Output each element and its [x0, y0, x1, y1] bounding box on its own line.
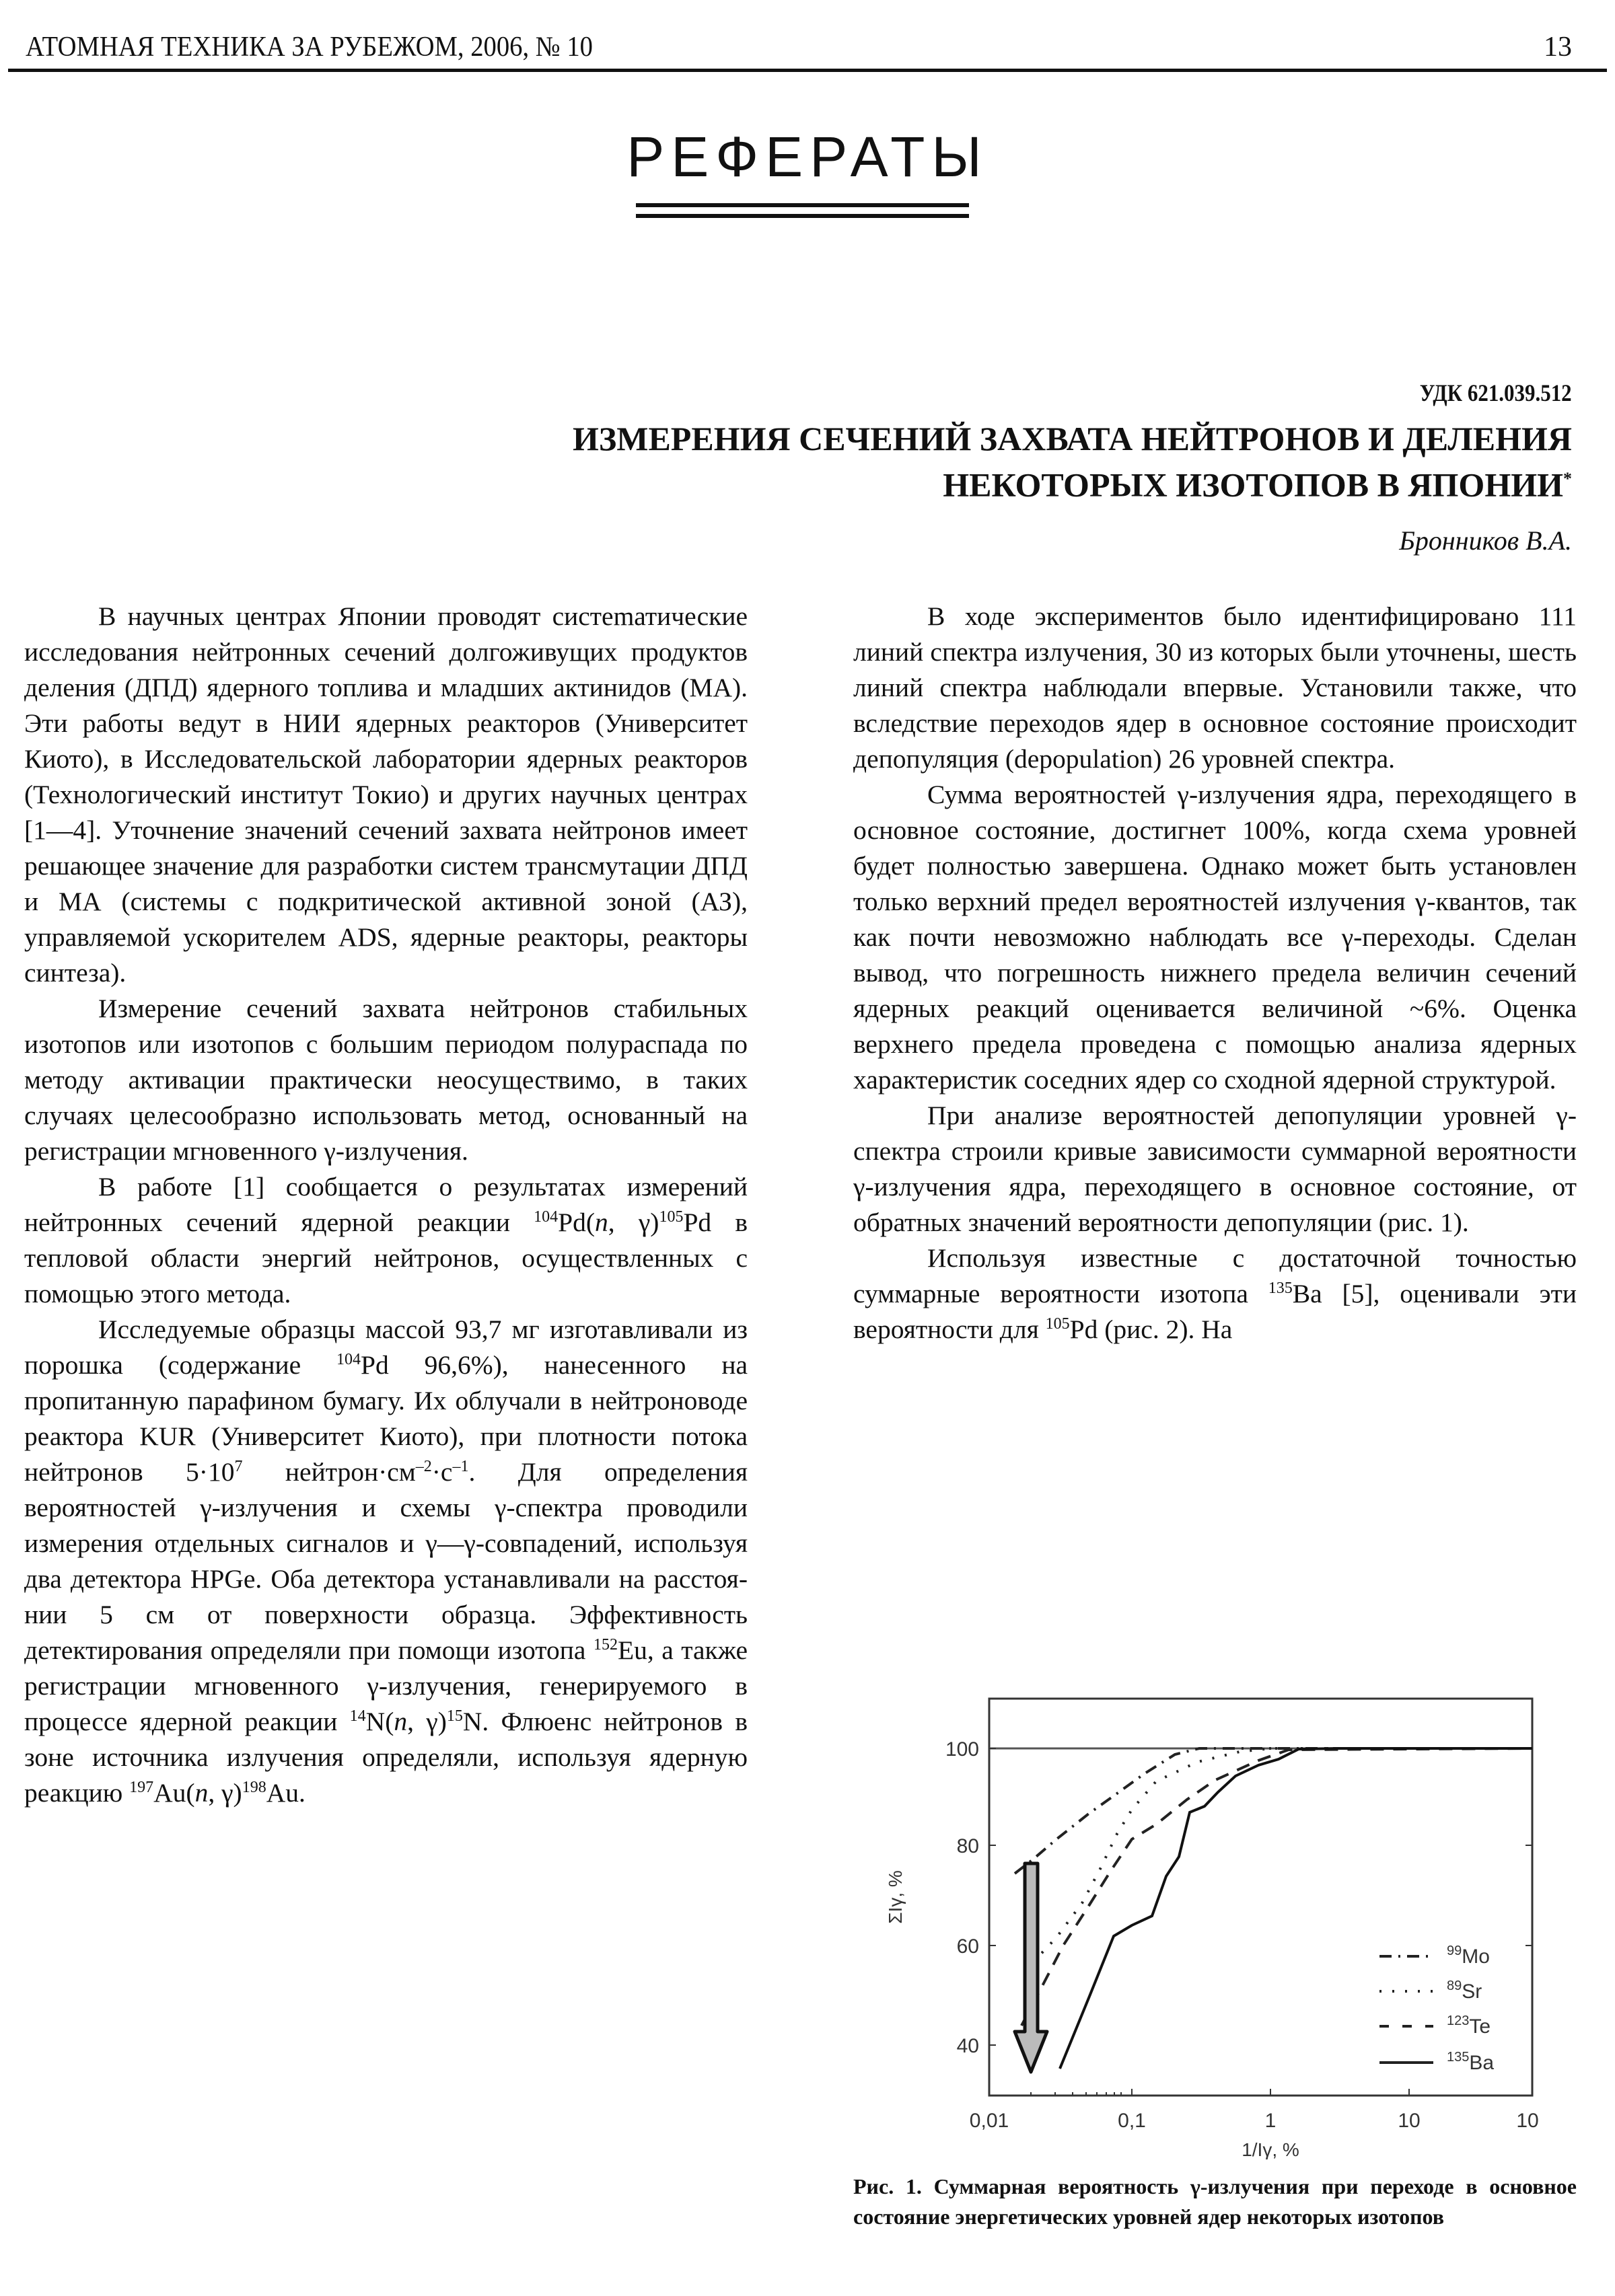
section-rule-bottom: [636, 214, 969, 218]
paragraph: В работе [1] сообщается о результатах измерений нейтронных сечений ядерной реакции $^{104}$Pd(n, γ)$^{105}$Pd в тепловой области энергий нейтронов, осуществленных с помощью этого метода.: [24, 1172, 748, 1308]
figure-1: [875, 1675, 1581, 2159]
article-title: [293, 418, 1572, 505]
right-column: [853, 599, 1577, 1347]
svg-text:135Ba: $^{135}$Ba: [1447, 2050, 1495, 2074]
svg-text:80: 80: [956, 1835, 979, 1857]
paragraph: В научных центрах Японии проводят систеmатические исследования нейтронных сечений долгоживущих продуктов деления (ДПД) ядерного топлива и младших актинидов (МА). Эти работы ведут в НИИ ядерных реакторов (Университет Киото), в Исследовательской лаборатории ядерных реакторов (Технологический институт Токио) и других научных центрах [1—4]. Уточнение значений сечений захвата нейтронов имеет решающее значение для разработки систем трансмутации ДПД и МА (системы с подкритической активной зоной (АЗ), управляемой ускорителем ADS, ядерные реакторы, реакторы синтеза).: [24, 601, 748, 988]
svg-text:40: 40: [956, 2035, 979, 2057]
svg-text:123Te: $^{123}$Te: [1447, 2013, 1491, 2038]
paragraph: Сумма вероятностей γ-излучения ядра, переходящего в основное состояние, достигнет 100%, когда схема уровней будет полностью завершена. Однако может быть установлен только верхний предел вероятностей излучения γ-квантов, так как почти невозможно наблюдать все γ-переходы. Сделан вывод, что погрешность нижнего предела величин сечений ядерных реакций оценивается величиной ~6%. Оценка верхнего предела проведена с помощью анализа ядерных характеристик соседних ядер со сходной ядерной структурой.: [853, 780, 1577, 1095]
header-rule: [8, 69, 1607, 72]
svg-text:89Sr: $^{89}$Sr: [1447, 1978, 1482, 2003]
figure-caption: Рис. 1. Суммарная вероятность γ-излучения при переходе в основное состояние энергетических уровней ядер некоторых изотопов: [853, 2174, 1577, 2229]
article-title-line-1: ИЗМЕРЕНИЯ СЕЧЕНИЙ ЗАХВАТА НЕЙТРОНОВ И ДЕЛЕНИЯ: [572, 420, 1572, 457]
chart-legend: [1379, 1943, 1494, 2074]
downward-arrow-icon: [1015, 1863, 1047, 2072]
svg-text:1: 1: [1264, 2110, 1277, 2132]
section-title: РЕФЕРАТЫ: [626, 125, 989, 188]
paragraph: Используя известные с достаточной точностью суммарные вероятности изотопа $^{135}$Ba [5], оценивали эти вероятности для $^{105}$Pd (рис. 2). На: [853, 1243, 1577, 1344]
y-tick-labels: [945, 1738, 979, 2057]
paragraph: В ходе экспериментов было идентифицировано 111 линий спектра излучения, 30 из которых были уточнены, шесть линий спектра наблюдали впервые. Установили также, что вследствие переходов ядер в основное состояние происходит депопуляция (depopulation) 26 уровней спектра.: [853, 601, 1577, 774]
y-axis-label: ΣIγ, %: [885, 1870, 906, 1924]
svg-text:0,01: 0,01: [969, 2110, 1009, 2132]
article-author: Бронников В.А.: [1399, 525, 1572, 556]
plot-frame: [989, 1699, 1532, 2096]
left-column: [24, 599, 748, 1811]
section-rule-top: [636, 203, 969, 207]
svg-text:100: 100: [945, 1738, 979, 1761]
udk-code: УДК 621.039.512: [1420, 379, 1572, 406]
series-mo99: [1015, 1748, 1532, 1874]
x-tick-labels: [970, 2110, 1539, 2132]
series-sr89: [1033, 1748, 1532, 1962]
y-axis-ticks: [989, 1748, 1532, 2045]
paragraph: Измерение сечений захвата нейтронов стабильных изотопов или изотопов с большим периодом полураспада по методу активации практически неосуществимо, в таких случаях целесообразно использовать метод, основанный на регистрации мгновенного γ-излучения.: [24, 994, 748, 1166]
page-number: 13: [1544, 32, 1572, 63]
svg-text:10: 10: [1516, 2110, 1539, 2132]
paragraph: При анализе вероятностей депопуляции уровней γ-спектра строили кривые зависимости суммарной вероятности γ-излучения ядра, переходящего в основное состояние, от обратных значений вероятности депопуляции (рис. 1).: [853, 1101, 1577, 1237]
running-head: АТОМНАЯ ТЕХНИКА ЗА РУБЕЖОМ, 2006, № 10: [26, 32, 593, 63]
svg-text:10: 10: [1398, 2110, 1421, 2132]
paragraph: Исследуемые образцы массой 93,7 мг изготавливали из порошка (содержание $^{104}$Pd 96,6%), нанесенного на пропитанную парафином бумагу. Их облучали в нейтроноводе реактора KUR (Университет Киото), при плотности потока нейтронов $5\cdot 10^7$ $нейтрон\cdot см^{-2}\cdot с^{-1}$. Для определения вероятностей γ-излучения и схемы γ-спектра проводили измерения отдельных сигналов и γ—γ-совпадений, используя два детектора HPGe. Оба детектора устанавливали на расстоянии 5 см от поверхности образца. Эффективность детектирования определяли при помощи изотопа $^{152}$Eu, а также регистрации мгновенного γ-излучения, генерируемого в процессе ядерной реакции $^{14}$N(n, γ)$^{15}$N. Флюенс нейтронов в зоне источника излучения определяли, используя ядерную реакцию $^{197}$Au(n, γ)$^{198}$Au.: [24, 1314, 748, 1808]
chart-svg: [875, 1675, 1581, 2159]
x-axis-label: 1/Iγ, %: [1242, 2139, 1299, 2159]
article-title-line-2: НЕКОТОРЫХ ИЗОТОПОВ В ЯПОНИИ*: [943, 466, 1572, 504]
svg-text:60: 60: [956, 1935, 979, 1958]
svg-text:0,1: 0,1: [1118, 2110, 1146, 2132]
svg-text:99Mo: $^{99}$Mo: [1447, 1943, 1490, 1968]
footnote-mark: *: [1563, 469, 1572, 488]
